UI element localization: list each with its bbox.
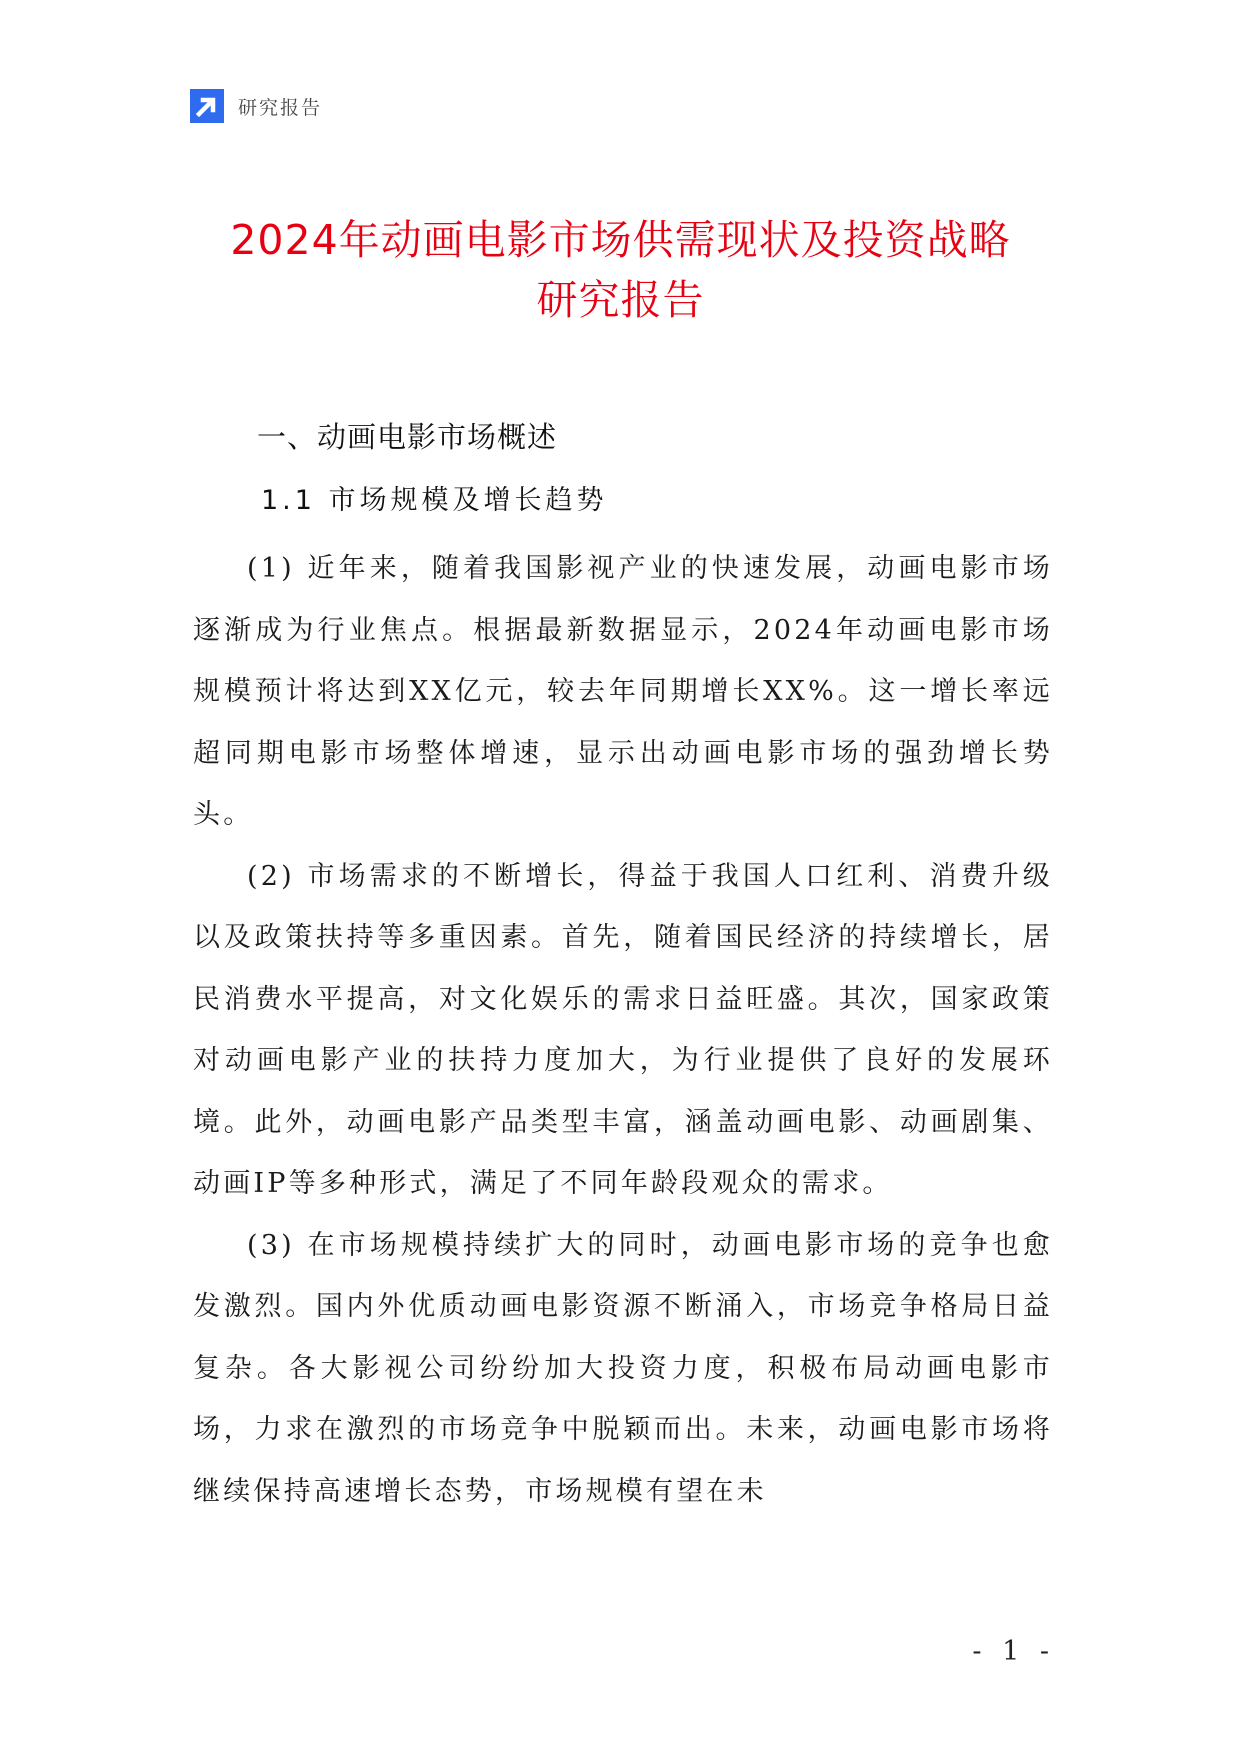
paragraph: (1) 近年来，随着我国影视产业的快速发展，动画电影市场逐渐成为行业焦点。根据最新数据显示，2024年动画电影市场规模预计将达到XX亿元，较去年同期增长XX%。这一增长率远超同期电影市场整体增速，显示出动画电影市场的强劲增长势头。 [193,553,1053,830]
header-label: 研究报告 [238,96,323,119]
paragraph: (3) 在市场规模持续扩大的同时，动画电影市场的竞争也愈发激烈。国内外优质动画电影资源不断涌入，市场竞争格局日益复杂。各大影视公司纷纷加大投资力度，积极布局动画电影市场，力求在激烈的市场竞争中脱颖而出。未来，动画电影市场将继续保持高速增长态势，市场规模有望在未 [193,1229,1053,1507]
subsection-heading: 1.1 市场规模及增长趋势 [261,485,608,516]
title-line-1: 2024年动画电影市场供需现状及投资战略 [230,216,1011,264]
section-heading: 一、动画电影市场概述 [257,420,558,454]
page-number: - 1 - [972,1636,1055,1667]
title-line-2: 研究报告 [536,276,705,324]
paragraph: (2) 市场需求的不断增长，得益于我国人口红利、消费升级以及政策扶持等多重因素。首先，随着国民经济的持续增长，居民消费水平提高，对文化娱乐的需求日益旺盛。其次，国家政策对动画电影产业的扶持力度加大，为行业提供了良好的发展环境。此外，动画电影产品类型丰富，涵盖动画电影、动画剧集、动画IP等多种形式，满足了不同年龄段观众的需求。 [193,860,1053,1199]
body-text [193,538,1053,1522]
document-title [160,210,1081,330]
arrow-up-right-icon [190,89,224,123]
page-header [190,88,322,124]
